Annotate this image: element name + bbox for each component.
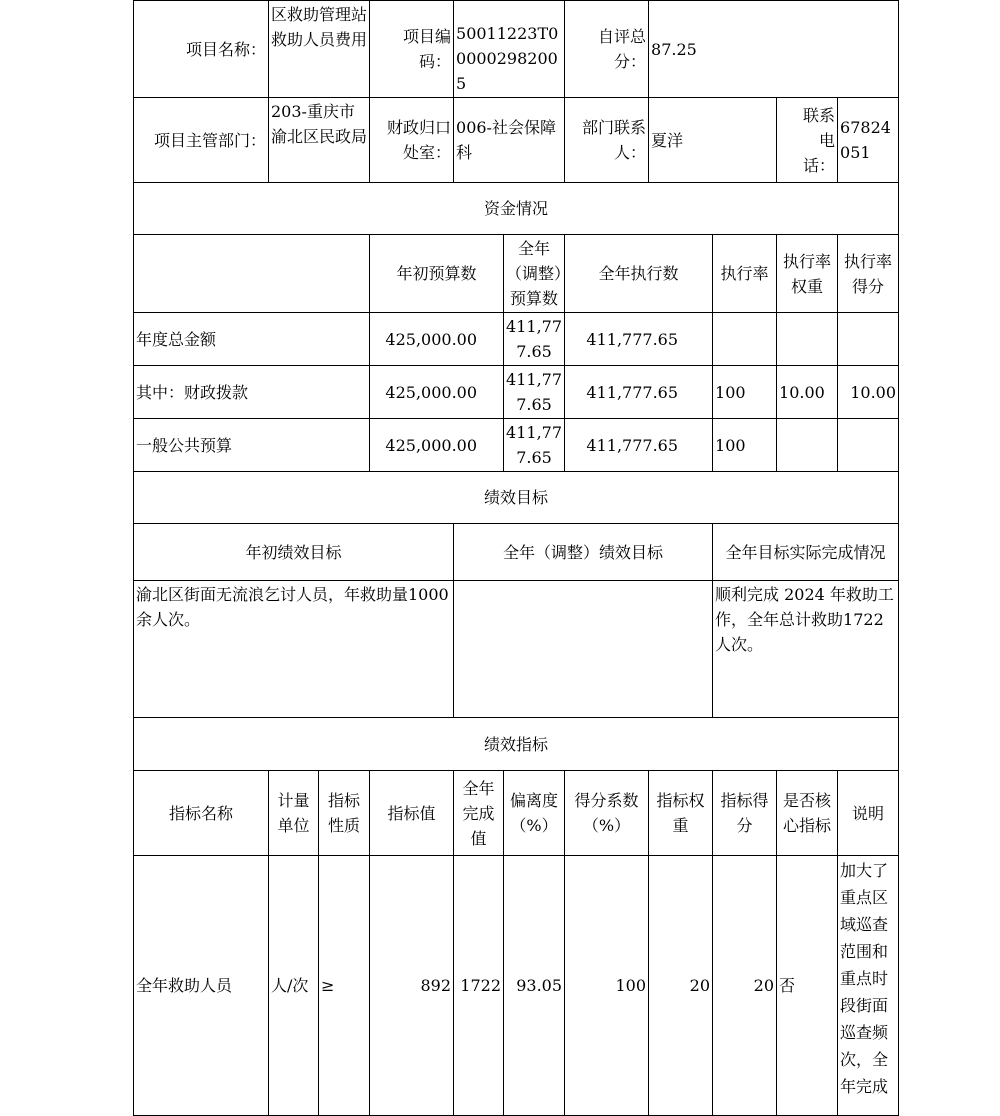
indicator-target: 892: [370, 856, 454, 1116]
goals-initial-text: 渝北区街面无流浪乞讨人员，年救助量1000 余人次。: [134, 581, 454, 718]
contact-value: 夏洋: [649, 98, 777, 183]
funding-row-label: 其中：财政拨款: [134, 366, 370, 419]
indicators-section-title: 绩效指标: [134, 718, 899, 771]
phone-value: 67824051: [838, 98, 899, 183]
funding-executed: 411,777.65: [565, 366, 713, 419]
indicator-note: 加大了重点区域巡查范围和重点时段街面巡查频次，全年完成: [838, 856, 899, 1116]
funding-section-title: 资金情况: [134, 183, 899, 235]
goals-initial-header: 年初绩效目标: [134, 524, 454, 581]
ind-col-unit: 计量单位: [269, 771, 319, 856]
col-exec-rate-weight: 执行率权重: [777, 235, 838, 313]
funding-initial: 425,000.00: [370, 366, 504, 419]
evaluation-table: [133, 0, 899, 1116]
goals-header-row: [134, 524, 899, 581]
indicators-section-row: [134, 718, 899, 771]
indicator-core: 否: [777, 856, 838, 1116]
indicators-header-row: [134, 771, 899, 856]
funding-row-label: 年度总金额: [134, 313, 370, 366]
ind-col-score: 指标得分: [713, 771, 777, 856]
ind-col-core: 是否核心指标: [777, 771, 838, 856]
ind-col-note: 说明: [838, 771, 899, 856]
funding-executed: 411,777.65: [565, 419, 713, 472]
goals-actual-header: 全年目标实际完成情况: [713, 524, 899, 581]
col-exec-rate-score: 执行率得分: [838, 235, 899, 313]
funding-weight: [777, 313, 838, 366]
funding-weight: [777, 419, 838, 472]
funding-row: [134, 366, 899, 419]
funding-header-blank: [134, 235, 370, 313]
funding-initial: 425,000.00: [370, 313, 504, 366]
funding-score: [838, 313, 899, 366]
funding-row-label: 一般公共预算: [134, 419, 370, 472]
funding-row: [134, 313, 899, 366]
funding-score: [838, 419, 899, 472]
indicator-name: 全年救助人员: [134, 856, 269, 1116]
ind-col-deviation: 偏离度（%）: [504, 771, 565, 856]
indicator-actual: 1722: [454, 856, 504, 1116]
project-name-value: 区救助管理站救助人员费用: [269, 1, 370, 98]
funding-header-row: [134, 235, 899, 313]
goals-content-row: [134, 581, 899, 718]
project-name-label: 项目名称：: [134, 1, 269, 98]
goals-adjusted-text: [454, 581, 713, 718]
funding-adjusted: 411,777.65: [504, 313, 565, 366]
indicator-unit: 人/次: [269, 856, 319, 1116]
finance-office-label: 财政归口处室：: [370, 98, 454, 183]
indicator-score: 20: [713, 856, 777, 1116]
project-code-value: 50011223T000002982005: [454, 1, 565, 98]
indicator-deviation: 93.05: [504, 856, 565, 1116]
funding-row: [134, 419, 899, 472]
ind-col-coefficient: 得分系数（%）: [565, 771, 649, 856]
dept-label: 项目主管部门：: [134, 98, 269, 183]
ind-col-target: 指标值: [370, 771, 454, 856]
funding-rate: 100: [713, 366, 777, 419]
project-code-label: 项目编码：: [370, 1, 454, 98]
funding-adjusted: 411,777.65: [504, 366, 565, 419]
col-adjusted-budget: 全年（调整）预算数: [504, 235, 565, 313]
indicator-row: [134, 856, 899, 1116]
funding-rate: 100: [713, 419, 777, 472]
goals-section-row: [134, 472, 899, 524]
funding-weight: 10.00: [777, 366, 838, 419]
col-executed: 全年执行数: [565, 235, 713, 313]
funding-adjusted: 411,777.65: [504, 419, 565, 472]
self-score-label: 自评总分：: [565, 1, 649, 98]
goals-actual-text: 顺利完成 2024 年救助工作，全年总计救助1722 人次。: [713, 581, 899, 718]
ind-col-name: 指标名称: [134, 771, 269, 856]
funding-executed: 411,777.65: [565, 313, 713, 366]
indicator-nature: ≥: [319, 856, 370, 1116]
col-initial-budget: 年初预算数: [370, 235, 504, 313]
performance-evaluation-sheet: [133, 0, 898, 1096]
ind-col-nature: 指标性质: [319, 771, 370, 856]
col-exec-rate: 执行率: [713, 235, 777, 313]
header-row-2: [134, 98, 899, 183]
funding-rate: [713, 313, 777, 366]
self-score-value: 87.25: [649, 1, 899, 98]
funding-section-row: [134, 183, 899, 235]
header-row-1: [134, 1, 899, 98]
contact-label: 部门联系人：: [565, 98, 649, 183]
ind-col-actual: 全年完成值: [454, 771, 504, 856]
goals-adjusted-header: 全年（调整）绩效目标: [454, 524, 713, 581]
phone-label: 联系电话：: [777, 98, 838, 183]
indicator-weight: 20: [649, 856, 713, 1116]
funding-score: 10.00: [838, 366, 899, 419]
finance-office-value: 006-社会保障科: [454, 98, 565, 183]
ind-col-weight: 指标权重: [649, 771, 713, 856]
goals-section-title: 绩效目标: [134, 472, 899, 524]
dept-value: 203-重庆市渝北区民政局: [269, 98, 370, 183]
indicator-coefficient: 100: [565, 856, 649, 1116]
funding-initial: 425,000.00: [370, 419, 504, 472]
